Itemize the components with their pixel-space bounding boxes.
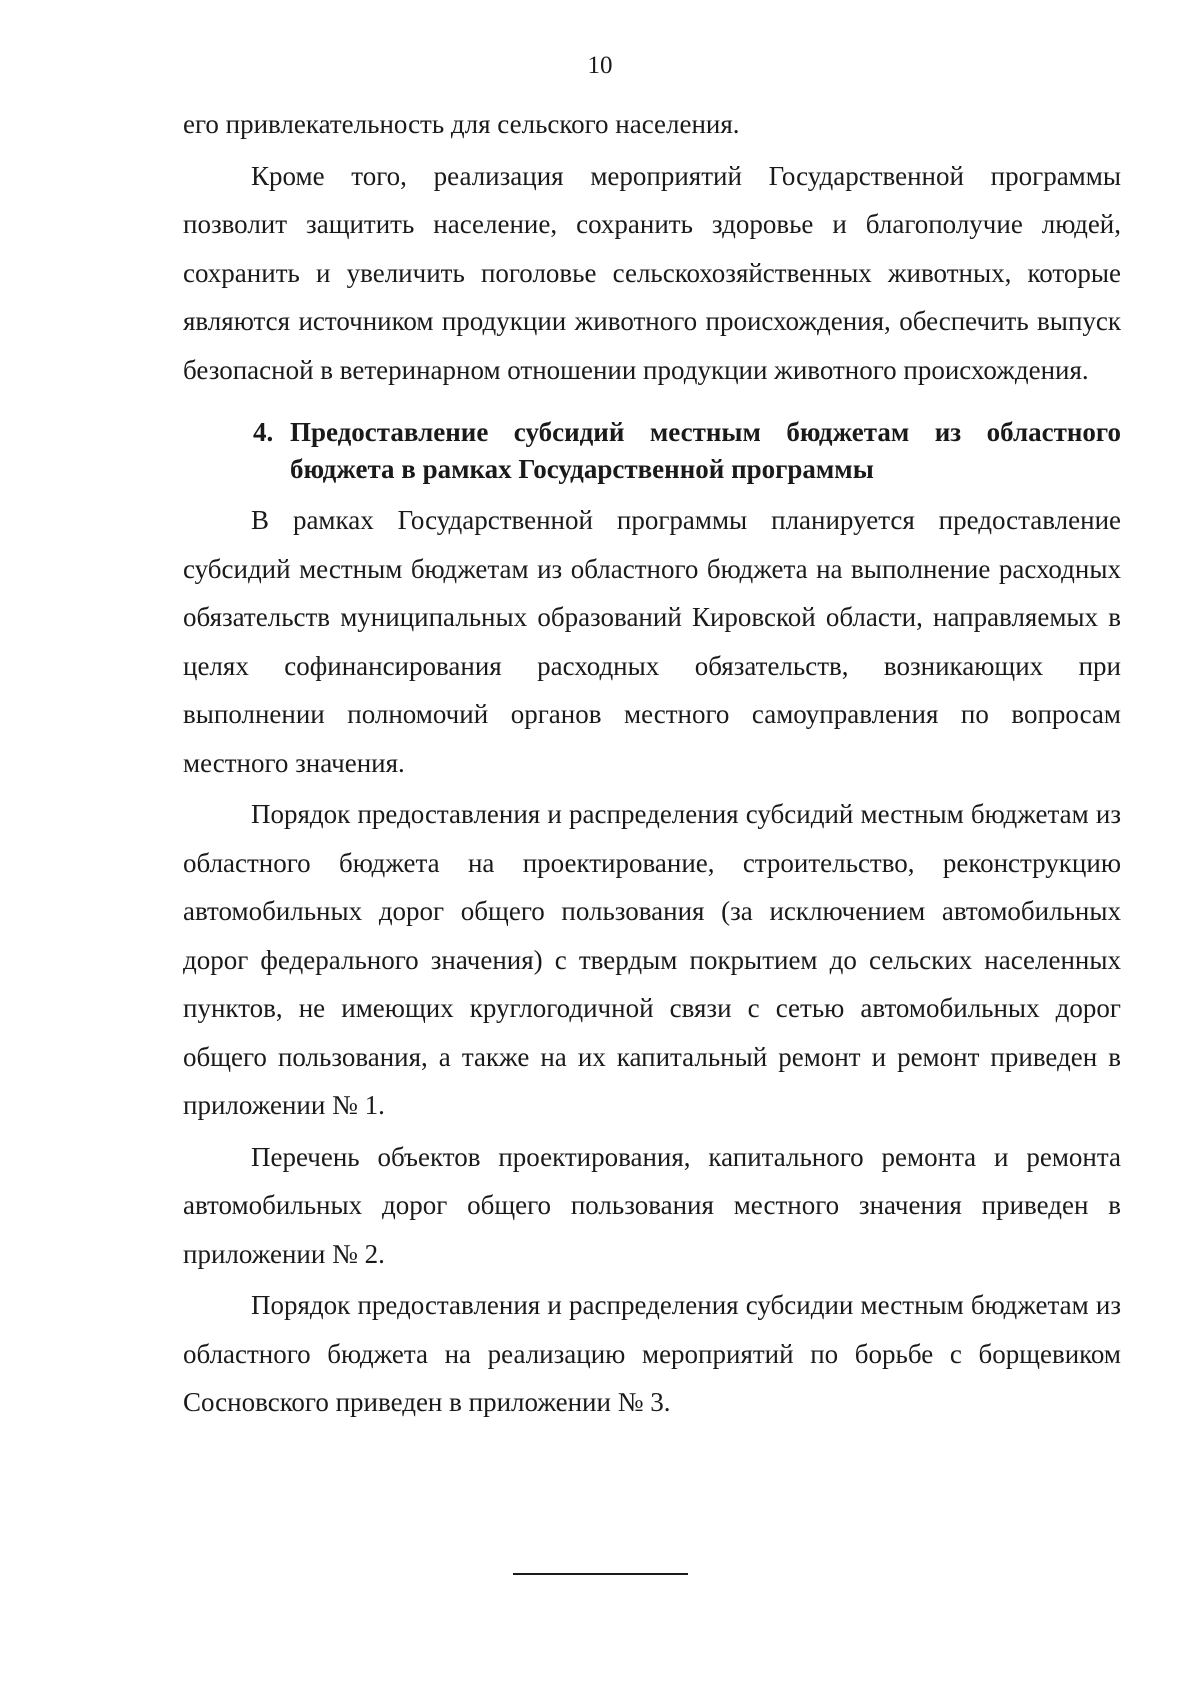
document-body [183,100,1121,1427]
paragraph-roads-list: Перечень объектов проектирования, капитального ремонта и ремонта автомобильных дорог общего пользования местного значения приведен в приложении № 2. [183,1141,1121,1269]
section-heading [183,414,1121,488]
paragraph-hogweed-procedure: Порядок предоставления и распределения субсидии местным бюджетам из областного бюджета на реализацию мероприятий по борьбе с борщевиком Сосновского приведен в приложении № 3. [183,1290,1121,1417]
paragraph-subsidies-plan: В рамках Государственной программы планируется предоставление субсидий местным бюджетам из областного бюджета на выполнение расходных обязательств муниципальных образований Кировской области, направляемых в целях софинансирования расходных обязательств, возникающих при выполнении полномочий органов местного самоуправления по вопросам местного значения. [183,505,1121,778]
section-number: 4. [253,417,274,447]
paragraph-continuation: его привлекательность для сельского населения. [183,109,740,139]
page-number: 10 [587,52,613,79]
paragraph-program-benefits: Кроме того, реализация мероприятий Государственной программы позволит защитить население, сохранить здоровье и благополучие людей, сохранить и увеличить поголовье сельскохозяйственных животных, которые являются источником продукции животного происхождения, обеспечить выпуск безопасной в ветеринарном отношении продукции животного происхождения. [183,160,1121,385]
section-title: Предоставление субсидий местным бюджетам из областного бюджета в рамках Государственной программы [290,417,1121,484]
paragraph-roads-procedure: Порядок предоставления и распределения субсидий местным бюджетам из областного бюджета на проектирование, строительство, реконструкцию автомобильных дорог общего пользования (за исключением автомобильных дорог федерального значения) с твердым покрытием до сельских населенных пунктов, не имеющих круглогодичной связи с сетью автомобильных дорог общего пользования, а также на их капитальный ремонт и ремонт приведен в приложении № 1. [183,799,1121,1120]
end-divider [513,1573,688,1575]
